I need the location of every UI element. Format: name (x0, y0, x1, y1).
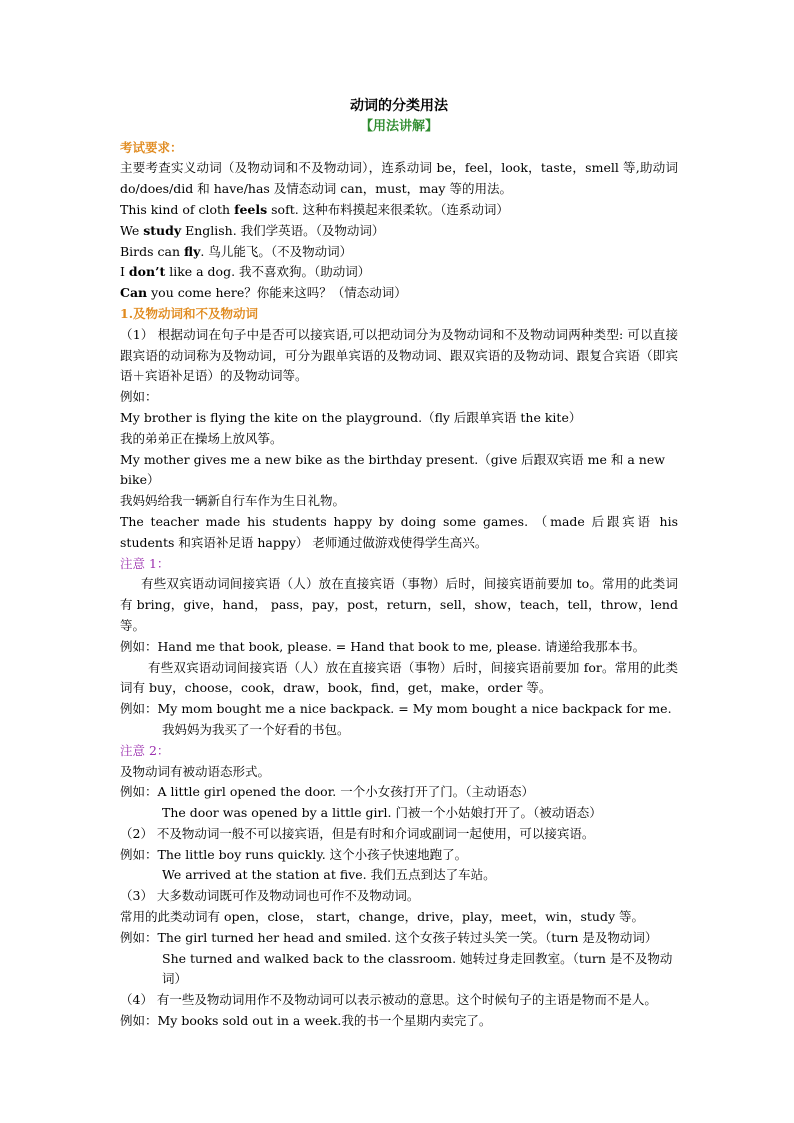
example-linking-verb: This kind of cloth feels soft. 这种布料摸起来很柔软。（连系动词） (120, 201, 509, 217)
note-1-paragraph-1: 有些双宾语动词间接宾语（人）放在直接宾语（事物）后时，间接宾语前要加 to。常用的此类词有 bring，give，hand， pass，pay，post，return，sell，show，teach，tell，throw，lend 等。 (120, 576, 678, 633)
sentence-2: My mother gives me a new bike as the birthday present.（give 后跟双宾语 me 和 a new bike） (120, 451, 665, 488)
note-2-heading: 注意 2： (120, 742, 170, 758)
point-2-example-1b: We arrived at the station at five. 我们五点到达了车站。 (162, 867, 496, 883)
example-label: 例如： (120, 389, 158, 405)
example-auxiliary-verb: I don’t like a dog. 我不喜欢狗。（助动词） (120, 264, 371, 280)
note-2-example-1: 例如：A little girl opened the door. 一个小女孩打开了门。（主动语态） (120, 784, 535, 800)
point-3: （3） 大多数动词既可作及物动词也可作不及物动词。 (120, 888, 420, 904)
note-1-paragraph-2: 有些双宾语动词间接宾语（人）放在直接宾语（事物）后时，间接宾语前要加 for。常用的此类词有 buy，choose，cook，draw，book，find，get，make，order 等。 (120, 659, 678, 696)
sentence-2-translation: 我妈妈给我一辆新自行车作为生日礼物。 (120, 493, 346, 509)
sentence-1: My brother is flying the kite on the playground.（fly 后跟单宾语 the kite） (120, 409, 582, 425)
section-1-heading: 1.及物动词和不及物动词 (120, 305, 259, 321)
point-4-example-1: 例如：My books sold out in a week.我的书一个星期内卖完了。 (120, 1013, 492, 1029)
document-body (120, 96, 678, 1032)
point-2: （2） 不及物动词一般不可以接宾语，但是有时和介词或副词一起使用，可以接宾语。 (120, 825, 595, 841)
example-transitive-verb: We study English. 我们学英语。（及物动词） (120, 222, 385, 238)
point-3-list: 常用的此类动词有 open，close， start，change，drive，play，meet，win，study 等。 (120, 909, 644, 925)
point-2-example-1: 例如：The little boy runs quickly. 这个小孩子快速地跑了。 (120, 846, 468, 862)
note-1-example-2-translation: 我妈妈为我买了一个好看的书包。 (162, 721, 350, 737)
sentence-3: The teacher made his students happy by doing some games. （made 后跟宾语 his students 和宾语补足语 happy） 老师通过做游戏使得学生高兴。 (120, 513, 678, 550)
note-1-example-2: 例如：My mom bought me a nice backpack. = My mom bought a nice backpack for me. (120, 701, 672, 717)
exam-heading: 考试要求： (120, 139, 183, 155)
note-2-paragraph: 及物动词有被动语态形式。 (120, 763, 271, 779)
page-subtitle: 【用法讲解】 (359, 118, 438, 134)
point-3-example-1b: She turned and walked back to the classroom. 她转过身走回教室。（turn 是不及物动词） (162, 950, 673, 987)
point-4: （4） 有一些及物动词用作不及物动词可以表示被动的意思。这个时候句子的主语是物而不是人。 (120, 992, 657, 1008)
exam-text: 主要考查实义动词（及物动词和不及物动词），连系动词 be，feel，look，taste，smell 等,助动词 do/does/did 和 have/has 及情态动词 can，must，may 等的用法。 (120, 160, 678, 197)
note-2-example-1b: The door was opened by a little girl. 门被一个小姑娘打开了。（被动语态） (162, 805, 602, 821)
example-modal-verb: Can you come here？你能来这吗？（情态动词） (120, 285, 407, 301)
note-1-example-1: 例如：Hand me that book, please. = Hand that book to me, please. 请递给我那本书。 (120, 638, 646, 654)
point-3-example-1: 例如：The girl turned her head and smiled. 这个女孩子转过头笑一笑。（turn 是及物动词） (120, 929, 658, 945)
note-1-heading: 注意 1： (120, 555, 170, 571)
sentence-1-translation: 我的弟弟正在操场上放风筝。 (120, 430, 283, 446)
section-1-paragraph: （1） 根据动词在句子中是否可以接宾语,可以把动词分为及物动词和不及物动词两种类型: 可以直接跟宾语的动词称为及物动词，可分为跟单宾语的及物动词、跟双宾语的及物动词、跟复合宾语（即宾语＋宾语补足语）的及物动词等。 (120, 326, 678, 384)
page-title: 动词的分类用法 (350, 98, 448, 114)
example-intransitive-verb: Birds can fly. 鸟儿能飞。（不及物动词） (120, 243, 353, 259)
